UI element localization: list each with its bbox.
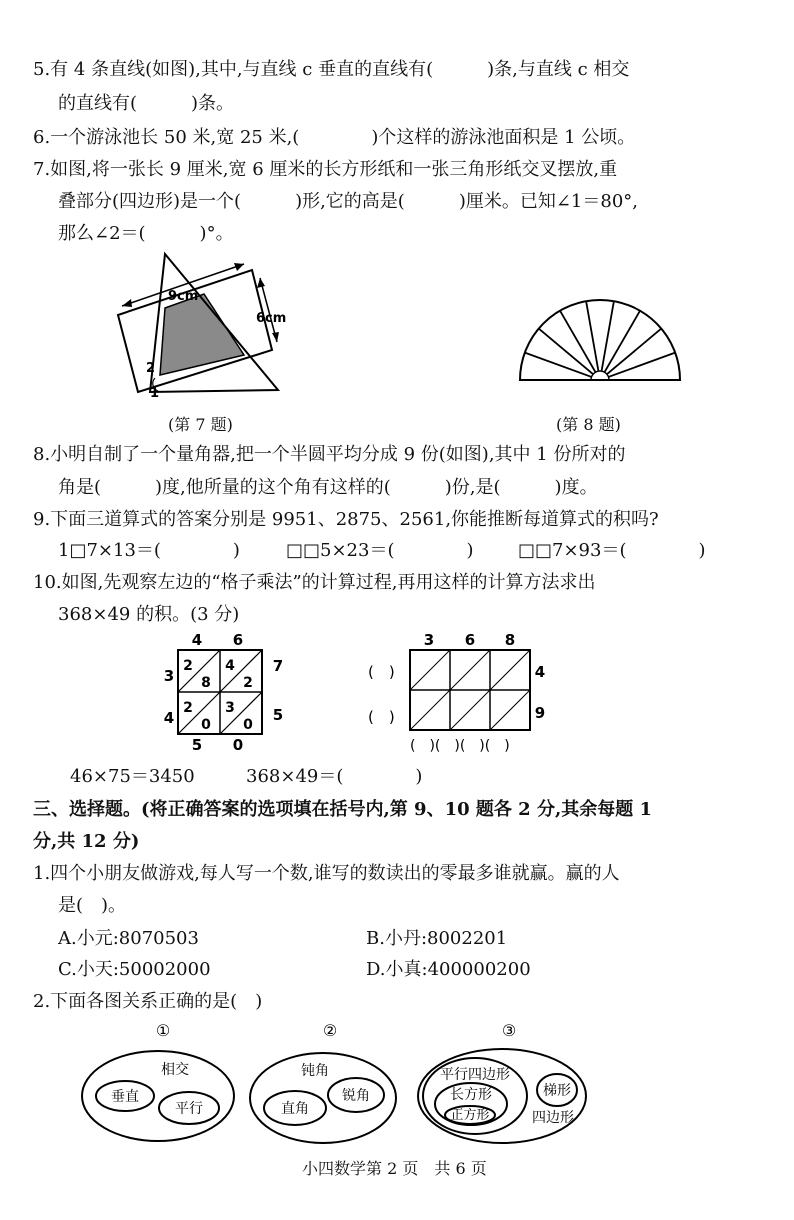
q10-left-lattice — [160, 630, 310, 760]
c2-d3-rect-label: 长方形 — [450, 1087, 492, 1103]
q9-expr3: □□7×93＝( ) — [518, 540, 706, 561]
q10-right-lattice — [360, 630, 560, 762]
c2-diagram3-number: ③ — [501, 1021, 517, 1040]
q10-left-right-digit: 5 — [272, 706, 284, 724]
q10-left-cell-ones: 0 — [243, 717, 253, 733]
q7-arrow-head-right — [234, 263, 244, 271]
q10-right-left-blank: ( ) — [368, 663, 395, 681]
q8-semicircle — [520, 300, 680, 380]
c1-option-b: B.小丹:8002201 — [366, 928, 508, 949]
q10-right-diagonal — [490, 690, 530, 730]
q10-right-diagonal — [490, 650, 530, 690]
c2-d1-a-label: 垂直 — [111, 1089, 139, 1105]
q10-left-cell-tens: 2 — [183, 700, 193, 716]
c2-d3-sq-label: 正方形 — [450, 1108, 490, 1123]
q10-right-top-digit: 6 — [464, 631, 476, 649]
q5-line2: 的直线有( )条。 — [58, 93, 235, 114]
c2-d3-trap-label: 梯形 — [543, 1083, 571, 1099]
c1-option-a: A.小元:8070503 — [58, 928, 199, 949]
q10-right-top-digit: 3 — [423, 631, 435, 649]
q9-expr2: □□5×23＝( ) — [286, 540, 474, 561]
q7-wid-label: 6cm — [256, 311, 287, 326]
q10-left-bottom-digit: 0 — [232, 736, 244, 754]
q10-line1: 10.如图,先观察左边的“格子乘法”的计算过程,再用这样的计算方法求出 — [33, 572, 596, 593]
q7-line3: 那么∠2＝( )°。 — [58, 223, 234, 244]
q10-right-diagonal — [410, 650, 450, 690]
c2-venn-diagrams — [75, 1018, 595, 1148]
c2-diagram2-number: ② — [322, 1021, 338, 1040]
c2-d1-outer-label: 相交 — [161, 1062, 189, 1078]
c1-option-c: C.小天:50002000 — [58, 959, 211, 980]
q8-line2: 角是( )度,他所量的这个角有这样的( )份,是( )度。 — [58, 477, 598, 498]
q10-left-cell-tens: 3 — [225, 700, 235, 716]
q10-left-cell-ones: 0 — [201, 717, 211, 733]
q5-line1: 5.有 4 条直线(如图),其中,与直线 c 垂直的直线有( )条,与直线 c 相交 — [33, 59, 630, 80]
q10-eq1: 46×75＝3450 — [70, 766, 195, 787]
section3-heading-line2: 分,共 12 分) — [33, 831, 140, 852]
c2-d2-b-label: 直角 — [281, 1101, 309, 1117]
q10-left-side-digit: 4 — [163, 709, 175, 727]
q9-expr1: 1□7×13＝( ) — [58, 540, 240, 561]
q10-right-top-digit: 8 — [504, 631, 516, 649]
q10-left-cell-tens: 4 — [225, 658, 235, 674]
q10-right-diagonal — [450, 650, 490, 690]
c1-option-d: D.小真:400000200 — [366, 959, 531, 980]
c1-line2: 是( )。 — [58, 895, 127, 916]
c2-d2-a-label: 锐角 — [342, 1088, 370, 1104]
q10-left-cell-ones: 2 — [243, 675, 253, 691]
q10-line2: 368×49 的积。(3 分) — [58, 604, 240, 625]
q7-line1: 7.如图,将一张长 9 厘米,宽 6 厘米的长方形纸和一张三角形纸交叉摆放,重 — [33, 159, 618, 180]
q7-arrow-head-bottom — [272, 332, 279, 342]
c2-d3-quad-label: 四边形 — [532, 1110, 574, 1126]
q7-angle2-label: 2 — [146, 361, 156, 376]
q10-left-top-digit: 4 — [191, 631, 203, 649]
q10-right-left-blank: ( ) — [368, 708, 395, 726]
q8-line1: 8.小明自制了一个量角器,把一个半圆平均分成 9 份(如图),其中 1 份所对的 — [33, 444, 626, 465]
q8-center-arc — [591, 371, 609, 380]
c2-d1-b-label: 平行 — [175, 1101, 203, 1117]
c2-line1: 2.下面各图关系正确的是( ) — [33, 991, 263, 1012]
q10-right-right-digit: 4 — [534, 663, 546, 681]
q8-protractor — [520, 300, 680, 382]
q10-left-cell-ones: 8 — [201, 675, 211, 691]
q10-left-bottom-digit: 5 — [191, 736, 203, 754]
c2-diagram1-number: ① — [155, 1021, 171, 1040]
q9-line1: 9.下面三道算式的答案分别是 9951、2875、2561,你能推断每道算式的积吗? — [33, 509, 659, 530]
q7-line2: 叠部分(四边形)是一个( )形,它的高是( )厘米。已知∠1＝80°, — [58, 191, 639, 212]
section3-heading-line1: 三、选择题。(将正确答案的选项填在括号内,第 9、10 题各 2 分,其余每题 1 — [33, 799, 653, 820]
q7-arrow-head-left — [122, 299, 132, 307]
q7-caption: (第 7 题) — [168, 415, 233, 434]
q8-caption: (第 8 题) — [556, 415, 621, 434]
q7-figure — [110, 250, 300, 410]
q10-right-bottom-blanks: ( )( )( )( ) — [410, 738, 510, 754]
q10-left-cell-tens: 2 — [183, 658, 193, 674]
c1-line1: 1.四个小朋友做游戏,每人写一个数,谁写的数读出的零最多谁就赢。赢的人 — [33, 863, 620, 884]
q10-left-right-digit: 7 — [272, 657, 284, 675]
q10-eq2: 368×49＝( ) — [246, 766, 423, 787]
c2-d2-outer-label: 钝角 — [301, 1063, 329, 1079]
q10-right-diagonal — [450, 690, 490, 730]
q7-angle1-label: 1 — [150, 386, 160, 401]
page-footer: 小四数学第 2 页 共 6 页 — [302, 1159, 487, 1178]
q7-len-label: 9cm — [168, 289, 199, 304]
c2-d3-para-label: 平行四边形 — [440, 1067, 510, 1083]
q6-line1: 6.一个游泳池长 50 米,宽 25 米,( )个这样的游泳池面积是 1 公顷。 — [33, 127, 636, 148]
q10-left-top-digit: 6 — [232, 631, 244, 649]
q10-left-side-digit: 3 — [163, 667, 175, 685]
c2-d1-outer — [82, 1051, 234, 1141]
q10-right-diagonal — [410, 690, 450, 730]
q10-right-right-digit: 9 — [534, 704, 546, 722]
